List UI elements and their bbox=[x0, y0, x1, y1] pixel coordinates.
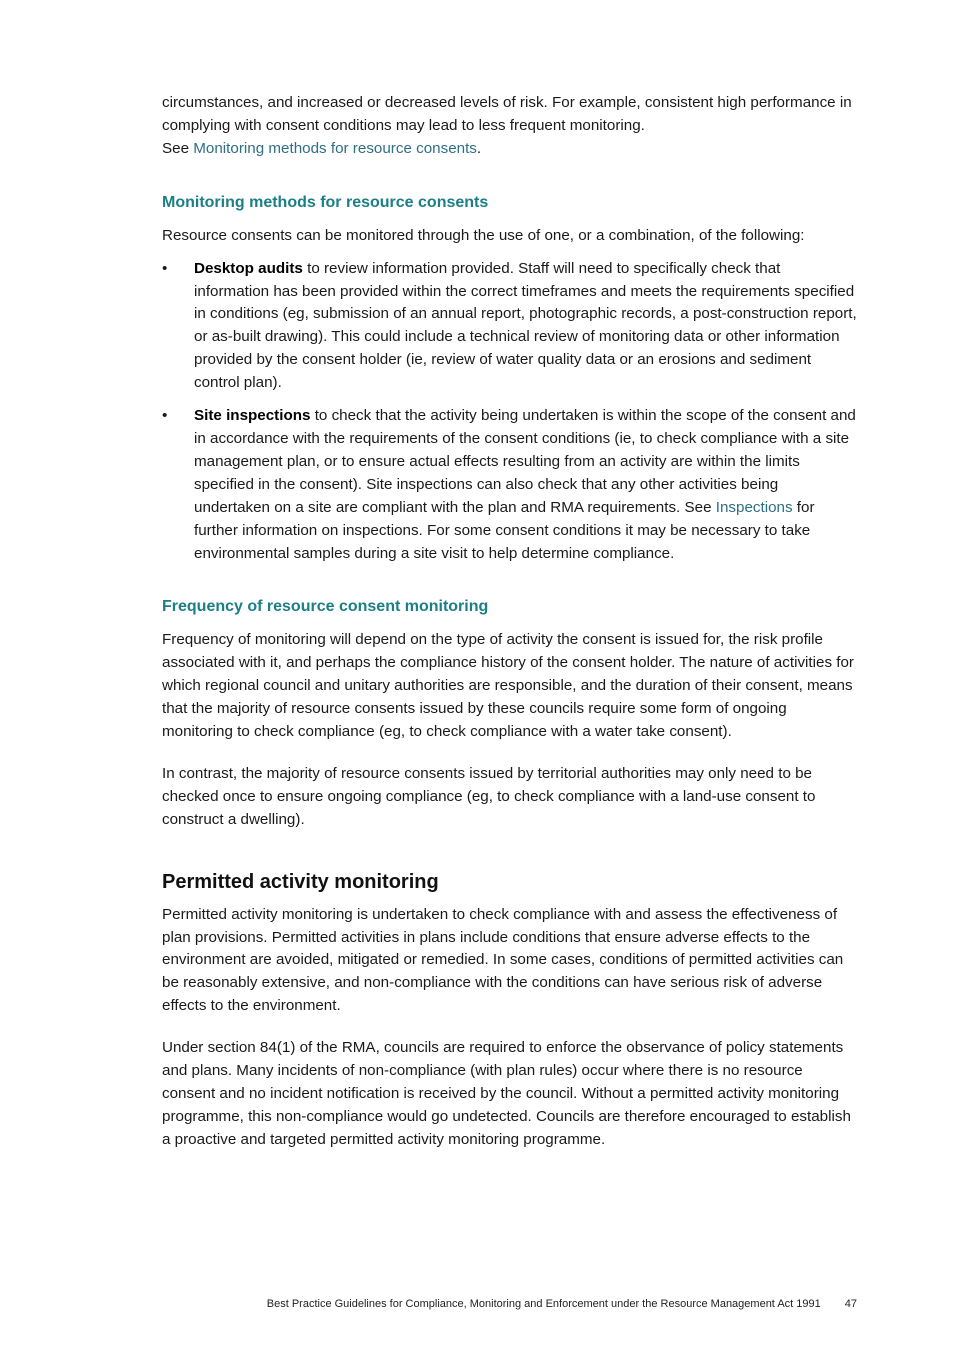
intro-paragraph bbox=[162, 92, 857, 161]
desktop-audits-text: to review information provided. Staff will need to specifically check that information has been provided within the correct timeframes and meets the requirements specified in conditions (eg, submission of an annual report, photographic records, a post-construction report, or as-built drawing). This could include a technical review of monitoring data or other information provided by the consent holder (ie, review of water quality data or an erosions and sediment control plan). bbox=[194, 259, 857, 392]
frequency-paragraph-1: Frequency of monitoring will depend on the type of activity the consent is issued for, the risk profile associated with it, and perhaps the compliance history of the consent holder. The nature of activities for which regional council and unitary authorities are responsible, and the duration of their consent, means that the majority of resource consents issued by these councils require some form of ongoing monitoring to check compliance (eg, to check compliance with a water take consent). bbox=[162, 631, 854, 741]
intro-see-suffix: . bbox=[476, 139, 482, 157]
list-item-desktop-audits bbox=[162, 258, 857, 395]
site-inspections-text-after: for further information on inspections. For some consent conditions it may be necessary to take environmental samples during a site visit to help determine compliance. bbox=[194, 498, 815, 562]
intro-see-prefix: See bbox=[162, 139, 190, 157]
page-number: 47 bbox=[844, 1298, 857, 1310]
frequency-heading: Frequency of resource consent monitoring bbox=[162, 598, 489, 616]
intro-text: circumstances, and increased or decreased levels of risk. For example, consistent high performance in complying with consent conditions may lead to less frequent monitoring. bbox=[162, 94, 852, 134]
site-inspections-term: Site inspections bbox=[194, 407, 311, 425]
methods-list bbox=[162, 258, 857, 566]
page-footer bbox=[162, 1296, 857, 1312]
monitoring-methods-link[interactable]: Monitoring methods for resource consents bbox=[193, 139, 477, 157]
permitted-heading: Permitted activity monitoring bbox=[162, 870, 439, 893]
inspections-link[interactable]: Inspections bbox=[715, 498, 793, 516]
list-item-site-inspections bbox=[162, 405, 857, 565]
page-body bbox=[162, 92, 857, 1152]
frequency-paragraph-2: In contrast, the majority of resource consents issued by territorial authorities may only need to be checked once to ensure ongoing compliance (eg, to check compliance with a land-use consent to construct a dwelling). bbox=[162, 764, 816, 828]
methods-intro: Resource consents can be monitored through the use of one, or a combination, of the following: bbox=[162, 226, 805, 244]
permitted-paragraph-1: Permitted activity monitoring is undertaken to check compliance with and assess the effectiveness of plan provisions. Permitted activities in plans include conditions that ensure adverse effects to the environment are avoided, mitigated or remedied. In some cases, conditions of permitted activities can be reasonably extensive, and non-compliance with the conditions can have serious risk of adverse effects to the environment. bbox=[162, 905, 844, 1015]
footer-title: Best Practice Guidelines for Compliance, Monitoring and Enforcement under the Resource Management Act 1991 bbox=[266, 1298, 821, 1310]
permitted-paragraph-2: Under section 84(1) of the RMA, councils are required to enforce the observance of policy statements and plans. Many incidents of non-compliance (with plan rules) occur where there is no resource consent and no incident notification is received by the council. Without a permitted activity monitoring programme, this non-compliance would go undetected. Councils are therefore encouraged to establish a proactive and targeted permitted activity monitoring programme. bbox=[162, 1039, 851, 1148]
site-inspections-text-before: to check that the activity being undertaken is within the scope of the consent and in accordance with the requirements of the consent conditions (ie, to check compliance with a site management plan, or to ensure actual effects resulting from an activity are within the limits specified in the consent). Site inspections can also check that any other activities being undertaken on a site are compliant with the plan and RMA requirements. See bbox=[194, 407, 856, 516]
methods-heading: Monitoring methods for resource consents bbox=[162, 193, 489, 211]
desktop-audits-term: Desktop audits bbox=[194, 259, 303, 277]
